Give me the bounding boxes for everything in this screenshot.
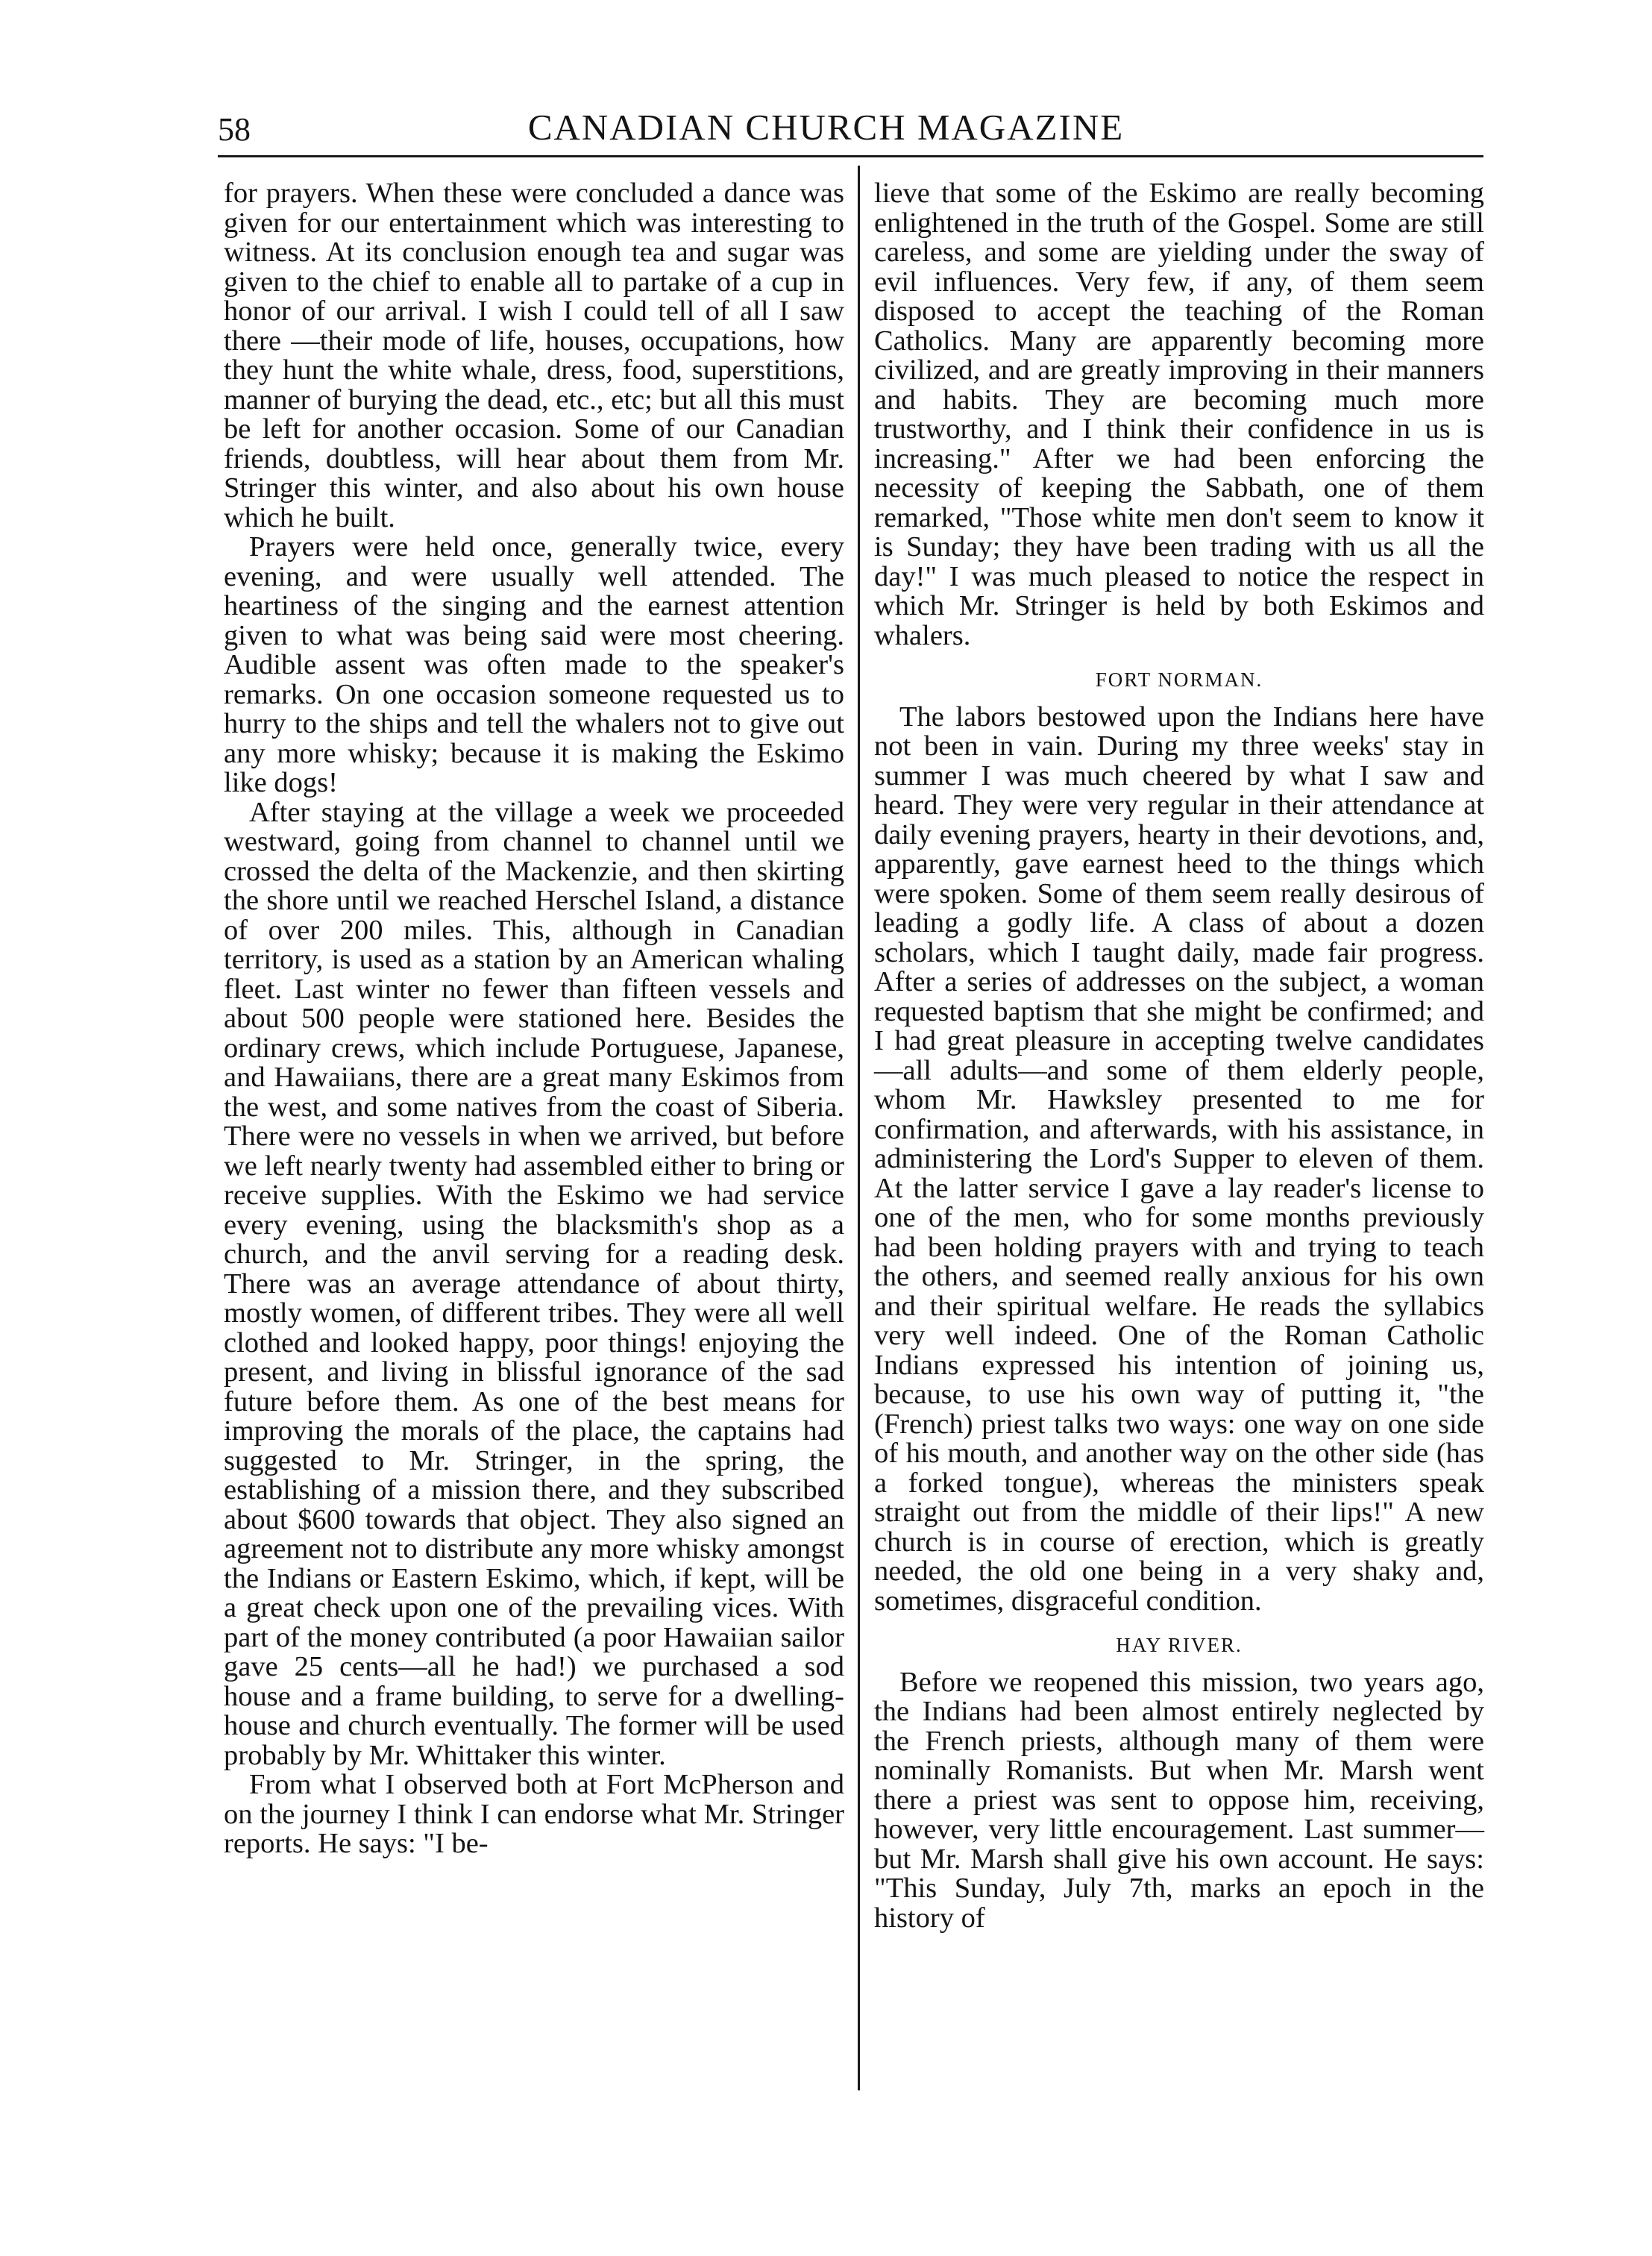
paragraph: After staying at the village a week we proceeded westward, going from channel to channel until we crossed the delta of the Mackenzie, and then skirting the shore until we reached Herschel Island, a distance of over 200 miles. This, although in Canadian territory, is used as a station by an American whaling fleet. Last winter no fewer than fifteen vessels and about 500 people were stationed here. Besides the ordinary crews, which include Portuguese, Japanese, and Hawaiians, there are a great many Eskimos from the west, and some natives from the coast of Siberia. There were no vessels in when we arrived, but before we left nearly twenty had assembled either to bring or receive supplies. With the Eskimo we had service every evening, using the blacksmith's shop as a church, and the anvil serving for a reading desk. There was an average attendance of about thirty, mostly women, of different tribes. They were all well clothed and looked happy, poor things! enjoying the present, and living in blissful ignorance of the sad future before them. As one of the best means for improving the morals of the place, the captains had suggested to Mr. Stringer, in the spring, the establishing of a mission there, and they subscribed about $600 towards that object. They also signed an agreement not to distribute any more whisky amongst the Indians or Eastern Eskimo, which, if kept, will be a great check upon one of the prevailing vices. With part of the money contributed (a poor Hawaiian sailor gave 25 cents—all he had!) we purchased a sod house and a frame building, to serve for a dwelling-house and church eventually. The former will be used probably by Mr. Whittaker this winter. — [224, 796, 844, 1771]
page-number: 58 — [218, 111, 251, 148]
paragraph: for prayers. When these were concluded a dance was given for our entertainment which was interesting to witness. At its conclusion enough tea and sugar was given to the chief to enable all to partake of a cup in honor of our arrival. I wish I could tell of all I saw there —their mode of life, houses, occupations, how they hunt the white whale, dress, food, superstitions, manner of burying the dead, etc., etc; but all this must be left for another occasion. Some of our Canadian friends, doubtless, will hear about them from Mr. Stringer this winter, and also about his own house which he built. — [224, 178, 844, 533]
right-column — [874, 179, 1484, 1933]
left-column — [224, 179, 844, 1859]
running-head-title: CANADIAN CHURCH MAGAZINE — [527, 107, 1125, 148]
page-header — [0, 0, 1652, 187]
paragraph: lieve that some of the Eskimo are really becoming enlightened in the truth of the Gospel. Some are still careless, and some are yielding under the sway of evil influences. Very few, if any, of them seem disposed to accept the teaching of the Roman Catholics. Many are apparently becoming more civilized, and are greatly improving in their manners and habits. They are becoming much more trustworthy, and I think their confidence in us is increasing." After we had been enforcing the necessity of keeping the Sabbath, one of them remarked, "Those white men don't seem to know it is Sunday; they have been trading with us all the day!" I was much pleased to notice the respect in which Mr. Stringer is held by both Eskimos and whalers. — [874, 178, 1484, 651]
column-divider — [858, 166, 860, 2090]
paragraph: The labors bestowed upon the Indians here have not been in vain. During my three weeks' stay in summer I was much cheered by what I saw and heard. They were very regular in their attendance at daily evening prayers, hearty in their devotions, and, apparently, gave earnest heed to the things which were spoken. Some of them seem really desirous of leading a godly life. A class of about a dozen scholars, which I taught daily, made fair progress. After a series of addresses on the subject, a woman requested baptism that she might be confirmed; and I had great pleasure in accepting twelve candidates—all adults—and some of them elderly people, whom Mr. Hawksley presented to me for confirmation, and afterwards, with his assistance, in administering the Lord's Supper to eleven of them. At the latter service I gave a lay reader's license to one of the men, who for some months previously had been holding prayers with and trying to teach the others, and seemed really anxious for his own and their spiritual welfare. He reads the syllabics very well indeed. One of the Roman Catholic Indians expressed his intention of joining us, because, to use his own way of putting it, "the (French) priest talks two ways: one way on one side of his mouth, and another way on the other side (has a forked tongue), whereas the ministers speak straight out from the middle of their lips!" A new church is in course of erection, which is greatly needed, the old one being in a very shaky and, sometimes, disgraceful condition. — [874, 701, 1484, 1617]
paragraph: From what I observed both at Fort McPherson and on the journey I think I can endorse what Mr. Stringer reports. He says: "I be- — [224, 1769, 844, 1859]
header-rule — [218, 155, 1483, 157]
section-heading-fort-norman: FORT NORMAN. — [1095, 668, 1263, 691]
paragraph: Before we reopened this mission, two years ago, the Indians had been almost entirely neglected by the French priests, although many of them were nominally Romanists. But when Mr. Marsh went there a priest was sent to oppose him, receiving, however, very little encouragement. Last summer—but Mr. Marsh shall give his own account. He says: "This Sunday, July 7th, marks an epoch in the history of — [874, 1666, 1484, 1934]
section-heading-hay-river: HAY RIVER. — [1116, 1634, 1243, 1656]
paragraph: Prayers were held once, generally twice, every evening, and were usually well attended. The heartiness of the singing and the earnest attention given to what was being said were most cheering. Audible assent was often made to the speaker's remarks. On one occasion someone requested us to hurry to the ships and tell the whalers not to give out any more whisky; because it is making the Eskimo like dogs! — [224, 531, 844, 798]
